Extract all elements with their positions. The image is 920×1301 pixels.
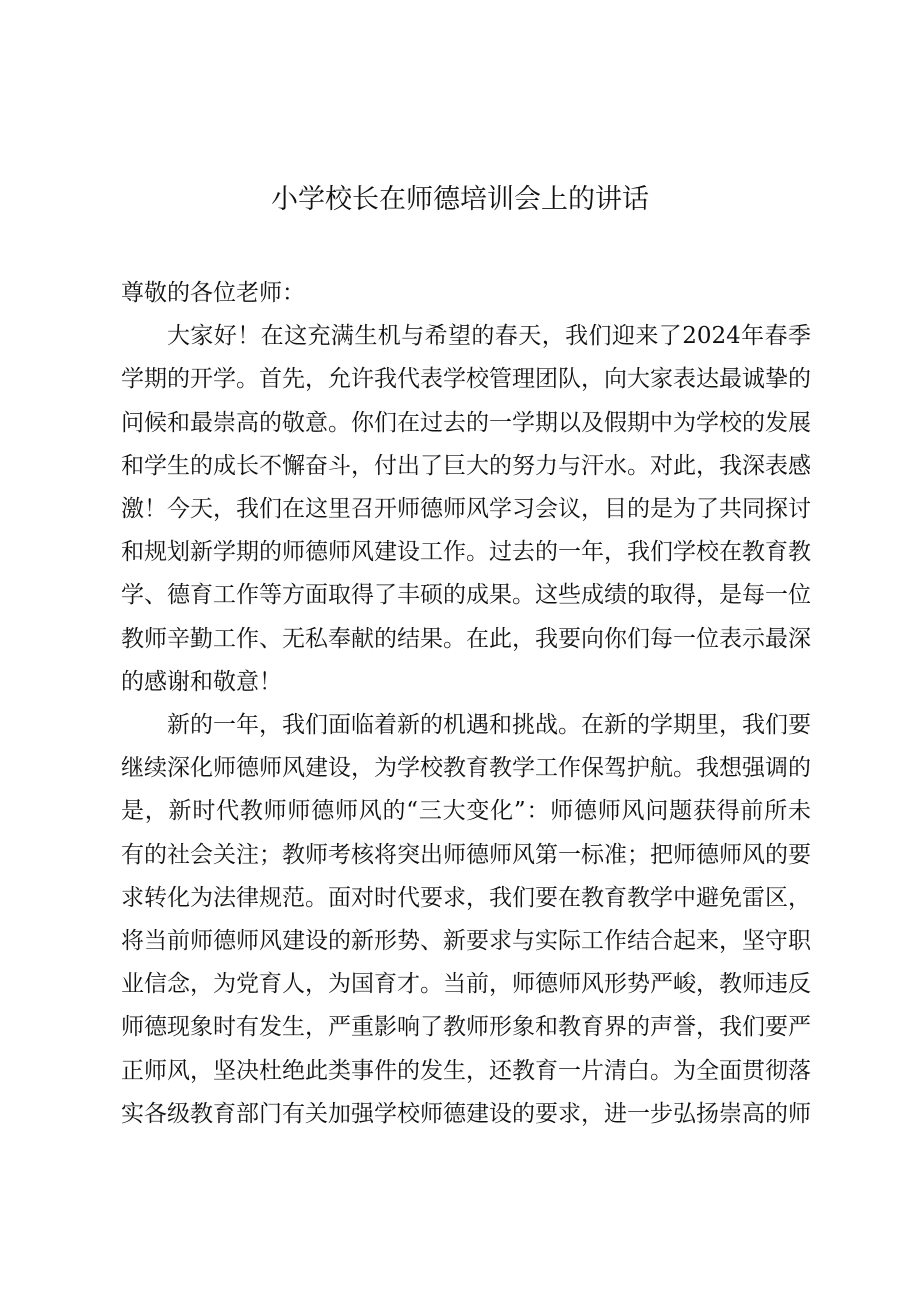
document-body — [121, 272, 811, 1136]
salutation: 尊敬的各位老师： — [121, 280, 305, 306]
paragraph-2: 新的一年，我们面临着新的机遇和挑战。在新的学期里，我们要继续深化师德师风建设，为学校教育教学工作保驾护航。我想强调的是，新时代教师师德师风的“三大变化”：师德师风问题获得前所未有的社会关注；教师考核将突出师德师风第一标准；把师德师风的要求转化为法律规范。面对时代要求，我们要在教育教学中避免雷区，将当前师德师风建设的新形势、新要求与实际工作结合起来，坚守职业信念，为党育人，为国育才。当前，师德师风形势严峻，教师违反师德现象时有发生，严重影响了教师形象和教育界的声誉，我们要严正师风，坚决杜绝此类事件的发生，还教育一片清白。为全面贯彻落实各级教育部门有关加强学校师德建设的要求，进一步弘扬崇高的师 — [121, 712, 811, 1127]
paragraph-1: 大家好！在这充满生机与希望的春天，我们迎来了2024年春季学期的开学。首先，允许我代表学校管理团队，向大家表达最诚挚的问候和最崇高的敬意。你们在过去的一学期以及假期中为学校的发展和学生的成长不懈奋斗，付出了巨大的努力与汗水。对此，我深表感激！今天，我们在这里召开师德师风学习会议，目的是为了共同探讨和规划新学期的师德师风建设工作。过去的一年，我们学校在教育教学、德育工作等方面取得了丰硕的成果。这些成绩的取得，是每一位教师辛勤工作、无私奉献的结果。在此，我要向你们每一位表示最深的感谢和敬意！ — [121, 323, 811, 695]
document-title: 小学校长在师德培训会上的讲话 — [271, 184, 649, 215]
